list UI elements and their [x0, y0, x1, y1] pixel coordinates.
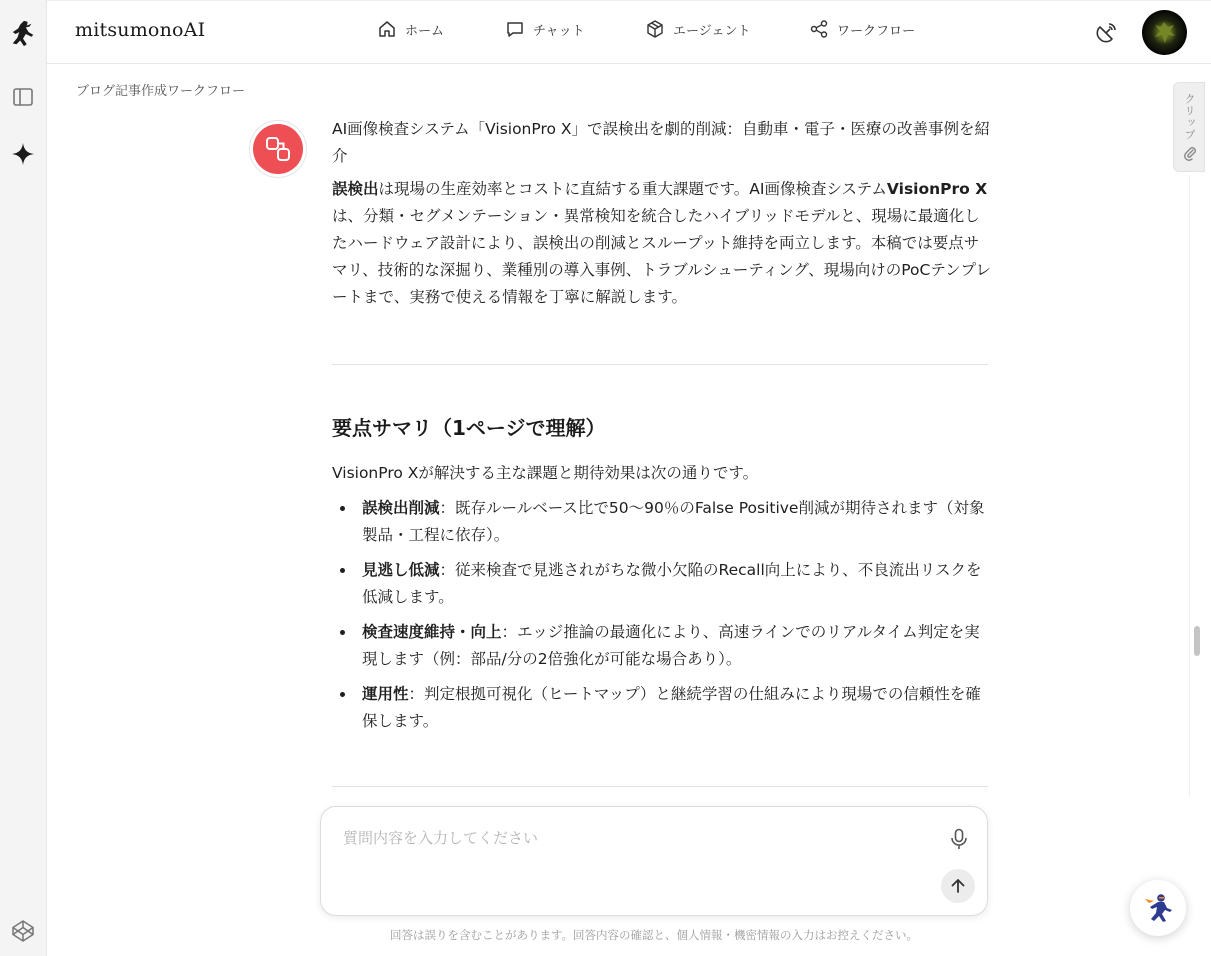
send-button[interactable]: [941, 869, 975, 903]
agent-avatar: [249, 120, 307, 178]
nav-agent-label: エージェント: [673, 23, 751, 39]
bullet-term: 誤検出削減: [362, 499, 440, 517]
section-lead: VisionPro Xが解決する主な課題と期待効果は次の通りです。: [332, 464, 759, 482]
sparkle-icon[interactable]: [9, 140, 37, 168]
list-item: [332, 619, 992, 673]
home-icon: [377, 19, 397, 39]
cube-icon: [645, 19, 665, 39]
scrollbar-track[interactable]: [1189, 175, 1202, 797]
app-title[interactable]: mitsumonoAI: [75, 19, 206, 41]
satellite-icon[interactable]: [1094, 21, 1118, 45]
list-item: [332, 681, 992, 735]
article-intro: [332, 176, 992, 311]
article-body: [332, 116, 992, 311]
workflow-share-icon: [809, 19, 829, 39]
ninja-logo-icon[interactable]: [9, 20, 37, 48]
chat-icon: [505, 19, 525, 39]
bullet-text: ：エッジ推論の最適化により、高速ラインでのリアルタイム判定を実現します（例：部品/分の2倍強化が可能な場合あり）。: [362, 623, 980, 668]
paperclip-icon: [1182, 145, 1198, 161]
bullet-text: ：既存ルールベース比で50〜90％のFalse Positive削減が期待されます（対象製品・工程に依存）。: [362, 499, 985, 544]
nav-agent[interactable]: [645, 19, 750, 39]
list-item: [332, 495, 992, 549]
intro-strong-1: 誤検出: [332, 180, 379, 198]
nav-chat[interactable]: [505, 19, 585, 39]
chat-input-box: [320, 806, 988, 916]
bullet-term: 検査速度維持・向上: [362, 623, 502, 641]
bullet-term: 運用性: [362, 685, 409, 703]
intro-text-2: は、分類・セグメンテーション・異常検知を統合したハイブリッドモデルと、現場に最適化したハードウェア設計により、誤検出の削減とスループット維持を両立します。本稿では要点サマリ、技術的な深掘り、業種別の導入事例、トラブルシューティング、現場向けのPoCテンプレートまで、実務で使える情報を丁寧に解説します。: [332, 207, 991, 306]
nav-workflow[interactable]: [809, 19, 915, 39]
ninja-mascot-icon: [1140, 890, 1176, 926]
bullet-text: ：従来検査で見逃されがちな微小欠陥のRecall向上により、不良流出リスクを低減します。: [362, 561, 982, 606]
agent-flow-icon: [264, 135, 292, 163]
arrow-up-icon: [949, 877, 967, 895]
intro-strong-2: VisionPro X: [886, 180, 988, 198]
nav-workflow-label: ワークフロー: [837, 23, 916, 39]
list-item: [332, 557, 992, 611]
codepen-icon[interactable]: [9, 917, 37, 945]
nav-chat-label: チャット: [533, 23, 585, 39]
bullet-text: ：判定根拠可視化（ヒートマップ）と継続学習の仕組みにより現場での信頼性を確保します。: [362, 685, 981, 730]
sidebar-toggle-icon[interactable]: [9, 83, 37, 111]
intro-text-1: は現場の生産効率とコストに直結する重大課題です。AI画像検査システム: [378, 180, 887, 198]
left-rail: [0, 0, 47, 956]
assistant-fab-button[interactable]: [1130, 880, 1186, 936]
user-avatar[interactable]: [1142, 10, 1187, 55]
scrollbar-thumb[interactable]: [1194, 626, 1200, 656]
nav-home[interactable]: [377, 19, 444, 39]
microphone-icon[interactable]: [945, 825, 973, 853]
section-heading: 要点サマリ（1ページで理解）: [332, 416, 606, 440]
section-divider: [332, 364, 988, 365]
section-divider: [332, 786, 988, 787]
breadcrumb: ブログ記事作成ワークフロー: [76, 84, 246, 99]
question-input[interactable]: [343, 827, 923, 887]
bullet-term: 見逃し低減: [362, 561, 440, 579]
disclaimer-text: 回答は誤りを含むことがあります。回答内容の確認と、個人情報・機密情報の入力はお控えください。: [389, 928, 919, 942]
top-header: [47, 0, 1211, 64]
article-title: AI画像検査システム「VisionPro X」で誤検出を劇的削減：自動車・電子・医療の改善事例を紹介: [332, 120, 991, 165]
clip-tab-label: クリップ: [1183, 93, 1196, 141]
nav-home-label: ホーム: [405, 23, 445, 39]
summary-list: [332, 495, 992, 743]
clip-tab[interactable]: [1173, 82, 1205, 172]
